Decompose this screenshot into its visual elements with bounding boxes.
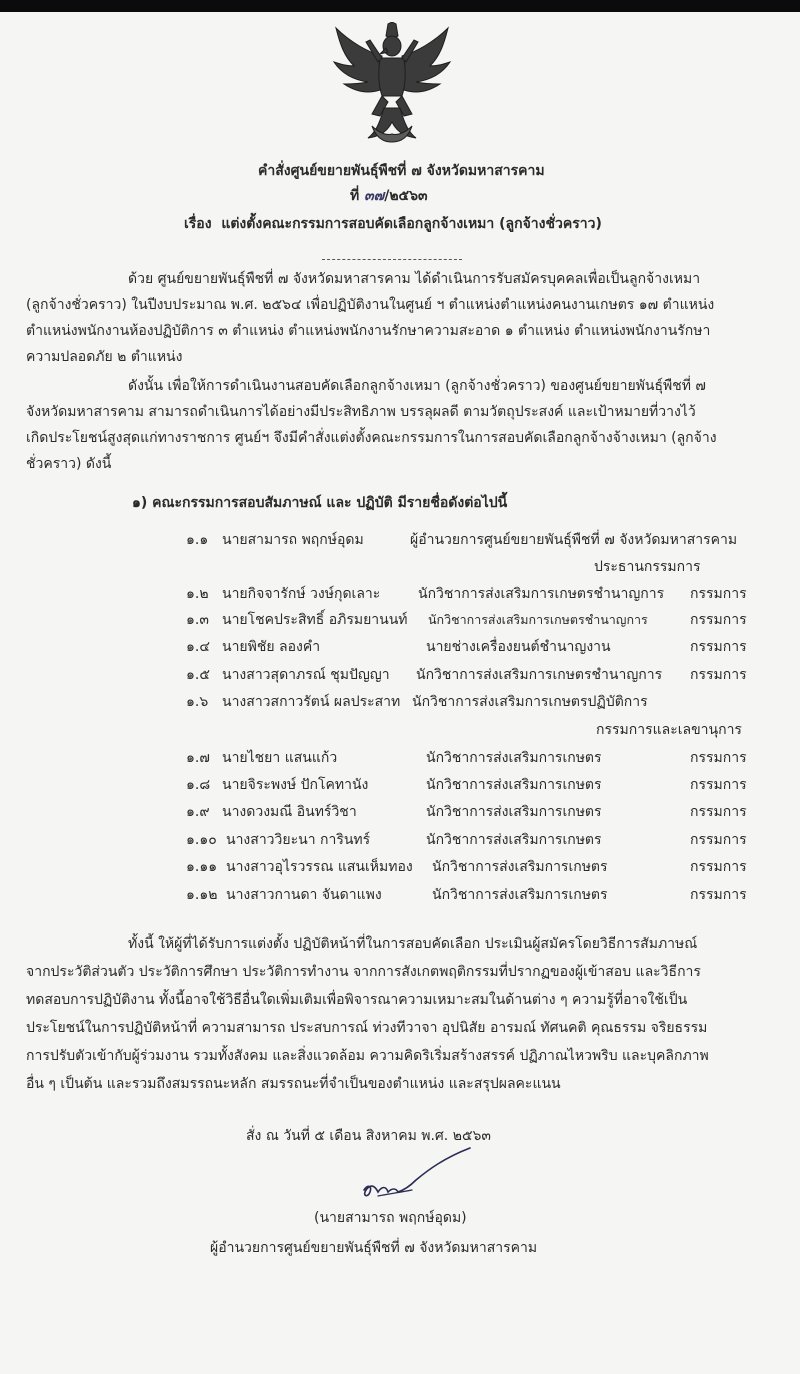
member-name: นายสามารถ พฤกษ์อุดม (222, 532, 364, 548)
subject-text: แต่งตั้งคณะกรรมการสอบคัดเลือกลูกจ้างเหมา (ลูกจ้างชั่วคราว) (221, 216, 602, 232)
order-date: สั่ง ณ วันที่ ๕ เดือน สิงหาคม พ.ศ. ๒๕๖๓ (246, 1128, 491, 1144)
committee-heading: ๑) คณะกรรมการสอบสัมภาษณ์ และ ปฏิบัติ มีรายชื่อดังต่อไปนี้ (132, 495, 508, 511)
member-number: ๑.๗ (186, 750, 210, 766)
intro-line-4: ความปลอดภัย ๒ ตำแหน่ง (26, 349, 183, 365)
order-number-prefix: ที่ (350, 188, 360, 204)
duties-line-3: ทดสอบการปฏิบัติงาน ทั้งนี้อาจใช้วิธีอื่นใดเพิ่มเติมเพื่อพิจารณาความเหมาะสมในด้านต่าง ๆ ความรู้ที่อาจใช้เป็น (26, 992, 688, 1008)
member-name: นางสาววิยะนา การินทร์ (226, 832, 371, 848)
member-number: ๑.๑๒ (186, 887, 218, 903)
member-name: นางสาวกานดา จันดาแพง (226, 887, 382, 903)
subject-line (184, 215, 602, 233)
order-number-year: /๒๕๖๓ (384, 188, 428, 204)
header-divider (322, 259, 462, 260)
member-role: ประธานกรรมการ (594, 559, 701, 575)
member-name: นางดวงมณี อินทร์วิชา (222, 804, 357, 820)
order-title: คำสั่งศูนย์ขยายพันธุ์พืชที่ ๗ จังหวัดมหาสารคาม (258, 163, 545, 179)
member-role: กรรมการ (690, 859, 747, 875)
top-black-bar (0, 0, 800, 12)
member-name: นางสาวสกาวรัตน์ ผลประสาท (222, 694, 401, 710)
member-position: นักวิชาการส่งเสริมการเกษตร (426, 832, 602, 848)
member-position: นายช่างเครื่องยนต์ชำนาญงาน (426, 639, 611, 655)
member-role: กรรมการ (690, 777, 747, 793)
member-name: นายพิชัย ลองคำ (222, 639, 321, 655)
member-name: นายกิจจารักษ์ วงษ์กุดเลาะ (222, 586, 381, 602)
member-number: ๑.๒ (186, 586, 209, 602)
member-role: กรรมการ (690, 639, 747, 655)
member-position: นักวิชาการส่งเสริมการเกษตรปฏิบัติการ (412, 694, 648, 710)
duties-line-4: ประโยชน์ในการปฏิบัติหน้าที่ ความสามารถ ประสบการณ์ ท่วงทีวาจา อุปนิสัย อารมณ์ ทัศนคติ คุณธรรม จริยธรรม (26, 1020, 708, 1036)
duties-line-2: จากประวัติส่วนตัว ประวัติการศึกษา ประวัติการทำงาน จากการสังเกตพฤติกรรมที่ปรากฏของผู้เข้าสอบ และวิธีการ (26, 964, 701, 980)
duties-line-1: ทั้งนี้ ให้ผู้ที่ได้รับการแต่งตั้ง ปฏิบัติหน้าที่ในการสอบคัดเลือก ประเมินผู้สมัครโดยวิธีการสัมภาษณ์ (128, 936, 698, 952)
duties-line-5: การปรับตัวเข้ากับผู้ร่วมงาน รวมทั้งสังคม และสิ่งแวดล้อม ความคิดริเริ่มสร้างสรรค์ ปฏิภาณไหวพริบ และบุคลิกภาพ (26, 1048, 709, 1064)
purpose-line-3: เกิดประโยชน์สูงสุดแก่ทางราชการ ศูนย์ฯ จึงมีคำสั่งแต่งตั้งคณะกรรมการในการสอบคัดเลือกลูกจ้างจ้างเหมา (ลูกจ้าง (26, 430, 717, 446)
signer-name: (นายสามารถ พฤกษ์อุดม) (314, 1210, 467, 1226)
member-number: ๑.๑ (186, 532, 209, 548)
member-position: นักวิชาการส่งเสริมการเกษตรชำนาญการ (418, 586, 665, 602)
member-number: ๑.๙ (186, 804, 210, 820)
garuda-emblem-icon (328, 22, 456, 144)
member-position: นักวิชาการส่งเสริมการเกษตร (426, 777, 602, 793)
member-number: ๑.๑๑ (186, 859, 218, 875)
member-name: นางสาวสุดาภรณ์ ชุมปัญญา (222, 667, 390, 683)
handwritten-signature (358, 1146, 478, 1204)
member-position: นักวิชาการส่งเสริมการเกษตร (426, 750, 602, 766)
member-position: นักวิชาการส่งเสริมการเกษตร (432, 887, 608, 903)
intro-line-3: ตำแหน่งพนักงานห้องปฏิบัติการ ๓ ตำแหน่ง ตำแหน่งพนักงานรักษาความสะอาด ๑ ตำแหน่ง ตำแหน่งพนักงานรักษา (26, 323, 711, 339)
member-number: ๑.๓ (186, 612, 209, 628)
intro-line-2: (ลูกจ้างชั่วคราว) ในปีงบประมาณ พ.ศ. ๒๕๖๔ เพื่อปฏิบัติงานในศูนย์ ฯ ตำแหน่งตำแหน่งคนงานเกษตร ๑๗ ตำแหน่ง (26, 297, 715, 313)
order-number-handwritten: ๓๗ (364, 188, 385, 204)
signer-title: ผู้อำนวยการศูนย์ขยายพันธุ์พืชที่ ๗ จังหวัดมหาสารคาม (210, 1240, 538, 1256)
member-role: กรรมการ (690, 586, 747, 602)
member-name: นางสาวอุไรวรรณ แสนเห็มทอง (226, 859, 413, 875)
subject-label: เรื่อง (184, 216, 212, 232)
member-role: กรรมการ (690, 887, 747, 903)
member-role: กรรมการ (690, 832, 747, 848)
member-role: กรรมการและเลขานุการ (596, 722, 742, 738)
member-position: นักวิชาการส่งเสริมการเกษตรชำนาญการ (428, 612, 648, 627)
member-position: นักวิชาการส่งเสริมการเกษตรชำนาญการ (416, 667, 663, 683)
member-position: นักวิชาการส่งเสริมการเกษตร (426, 804, 602, 820)
member-number: ๑.๔ (186, 639, 210, 655)
member-name: นายจิระพงษ์ ปักโคทานัง (222, 777, 369, 793)
duties-line-6: อื่น ๆ เป็นต้น และรวมถึงสมรรถนะหลัก สมรรถนะที่จำเป็นของตำแหน่ง และสรุปผลคะแนน (26, 1076, 561, 1092)
purpose-line-2: จังหวัดมหาสารคาม สามารถดำเนินการได้อย่างมีประสิทธิภาพ บรรลุผลดี ตามวัตถุประสงค์ และเป้าหมายที่วางไว้ (26, 404, 696, 420)
member-name: นายไชยา แสนแก้ว (222, 750, 338, 766)
member-role: กรรมการ (690, 750, 747, 766)
member-number: ๑.๘ (186, 777, 211, 793)
member-role: กรรมการ (690, 612, 747, 628)
member-role: กรรมการ (690, 804, 747, 820)
intro-line-1: ด้วย ศูนย์ขยายพันธุ์พืชที่ ๗ จังหวัดมหาสารคาม ได้ดำเนินการรับสมัครบุคคลเพื่อเป็นลูกจ้างเหมา (128, 271, 701, 287)
member-position: ผู้อำนวยการศูนย์ขยายพันธุ์พืชที่ ๗ จังหวัดมหาสารคาม (410, 532, 738, 548)
member-number: ๑.๑๐ (186, 832, 217, 848)
member-position: นักวิชาการส่งเสริมการเกษตร (432, 859, 608, 875)
member-name: นายโชคประสิทธิ์ อภิรมยานนท์ (222, 612, 408, 628)
member-number: ๑.๕ (186, 667, 210, 683)
purpose-line-4: ชั่วคราว) ดังนี้ (26, 456, 112, 472)
member-role: กรรมการ (690, 667, 747, 683)
member-number: ๑.๖ (186, 694, 209, 710)
order-number (350, 187, 428, 205)
purpose-line-1: ดังนั้น เพื่อให้การดำเนินงานสอบคัดเลือกลูกจ้างเหมา (ลูกจ้างชั่วคราว) ของศูนย์ขยายพันธุ์พืชที่ ๗ (128, 378, 706, 394)
